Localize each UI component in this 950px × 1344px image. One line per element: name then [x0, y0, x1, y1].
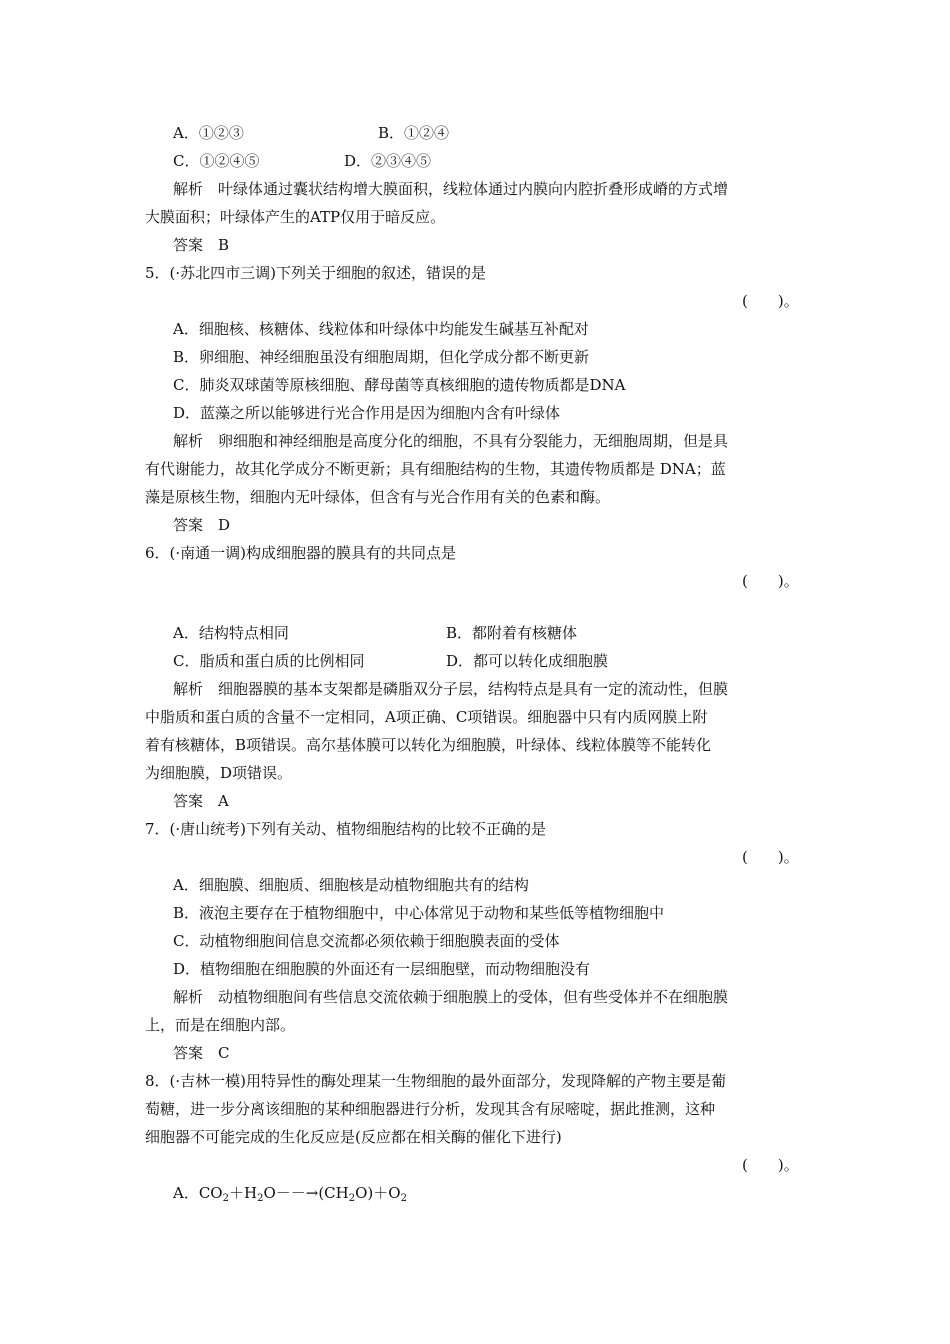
q6-analysis-line-3: 着有核糖体，B项错误。高尔基体膜可以转化为细胞膜，叶绿体、线粒体膜等不能转化	[145, 736, 712, 754]
q6-answer-blank: ( )。	[742, 572, 799, 590]
q6-option-d: D．都可以转化成细胞膜	[446, 652, 609, 670]
q5-answer-blank: ( )。	[742, 292, 799, 310]
q4-analysis-line-2: 大膜面积；叶绿体产生的ATP仅用于暗反应。	[145, 208, 446, 226]
q8-option-a-text: ＋H	[228, 1184, 258, 1202]
q7-answer: 答案 C	[173, 1044, 230, 1062]
q5-analysis-line-3: 藻是原核生物，细胞内无叶绿体，但含有与光合作用有关的色素和酶。	[145, 488, 611, 506]
q6-answer: 答案 A	[173, 792, 229, 810]
q8-option-a-text: O－－→(CH	[263, 1184, 349, 1202]
q5-analysis-line-1: 解析 卵细胞和神经细胞是高度分化的细胞，不具有分裂能力，无细胞周期，但是具	[173, 432, 729, 450]
q5-analysis-line-2: 有代谢能力，故其化学成分不断更新；具有细胞结构的生物，其遗传物质都是 DNA；蓝	[145, 460, 726, 478]
q7-analysis-line-2: 上，而是在细胞内部。	[145, 1016, 296, 1034]
q5-stem: 5．(·苏北四市三调)下列关于细胞的叙述，错误的是	[145, 264, 487, 282]
q7-analysis-line-1: 解析 动植物细胞间有些信息交流依赖于细胞膜上的受体，但有些受体并不在细胞膜	[173, 988, 729, 1006]
subscript: 2	[257, 1193, 264, 1204]
q6-option-c: C．脂质和蛋白质的比例相同	[173, 652, 365, 670]
q5-option-d: D．蓝藻之所以能够进行光合作用是因为细胞内含有叶绿体	[173, 404, 561, 422]
subscript: 2	[222, 1193, 229, 1204]
q4-analysis-line-1: 解析 叶绿体通过囊状结构增大膜面积，线粒体通过内膜向内腔折叠形成嵴的方式增	[173, 180, 729, 198]
q4-option-b: B．①②④	[378, 124, 450, 142]
q7-answer-blank: ( )。	[742, 848, 799, 866]
subscript: 2	[348, 1193, 356, 1204]
q6-analysis-line-1: 解析 细胞器膜的基本支架都是磷脂双分子层，结构特点是具有一定的流动性，但膜	[173, 680, 729, 698]
q8-stem-line-3: 细胞器不可能完成的生化反应是(反应都在相关酶的催化下进行)	[145, 1128, 562, 1146]
q7-option-b: B．液泡主要存在于植物细胞中，中心体常见于动物和某些低等植物细胞中	[173, 904, 665, 922]
q7-option-d: D．植物细胞在细胞膜的外面还有一层细胞壁，而动物细胞没有	[173, 960, 591, 978]
q5-option-c: C．肺炎双球菌等原核细胞、酵母菌等真核细胞的遗传物质都是DNA	[173, 376, 626, 394]
q8-answer-blank: ( )。	[742, 1156, 799, 1174]
q7-stem: 7．(·唐山统考)下列有关动、植物细胞结构的比较不正确的是	[145, 820, 547, 838]
q5-option-a: A．细胞核、核糖体、线粒体和叶绿体中均能发生碱基互补配对	[173, 320, 589, 338]
q7-option-a: A．细胞膜、细胞质、细胞核是动植物细胞共有的结构	[173, 876, 529, 894]
subscript: 2	[400, 1193, 407, 1204]
q8-stem-line-1: 8．(·吉林一模)用特异性的酶处理某一生物细胞的最外面部分，发现降解的产物主要是葡	[145, 1072, 727, 1090]
q6-stem: 6．(·南通一调)构成细胞器的膜具有的共同点是	[145, 544, 457, 562]
q4-answer: 答案 B	[173, 236, 230, 254]
q4-option-a: A．①②③	[173, 124, 244, 142]
q6-analysis-line-4: 为细胞膜，D项错误。	[145, 764, 293, 782]
q7-option-c: C．动植物细胞间信息交流都必须依赖于细胞膜表面的受体	[173, 932, 560, 950]
q6-option-a: A．结构特点相同	[173, 624, 289, 642]
q6-analysis-line-2: 中脂质和蛋白质的含量不一定相同，A项正确、C项错误。细胞器中只有内质网膜上附	[145, 708, 708, 726]
q8-option-a	[173, 1183, 407, 1209]
q4-option-d: D．②③④⑤	[344, 152, 432, 170]
q6-option-b: B．都附着有核糖体	[446, 624, 578, 642]
q8-option-a-text: O)＋O	[355, 1184, 401, 1202]
q5-option-b: B．卵细胞、神经细胞虽没有细胞周期，但化学成分都不断更新	[173, 348, 590, 366]
q4-option-c: C．①②④⑤	[173, 152, 260, 170]
q8-option-a-text: A．CO	[173, 1184, 223, 1202]
q8-stem-line-2: 萄糖，进一步分离该细胞的某种细胞器进行分析，发现其含有尿嘧啶，据此推测，这种	[145, 1100, 716, 1118]
q5-answer: 答案 D	[173, 516, 231, 534]
